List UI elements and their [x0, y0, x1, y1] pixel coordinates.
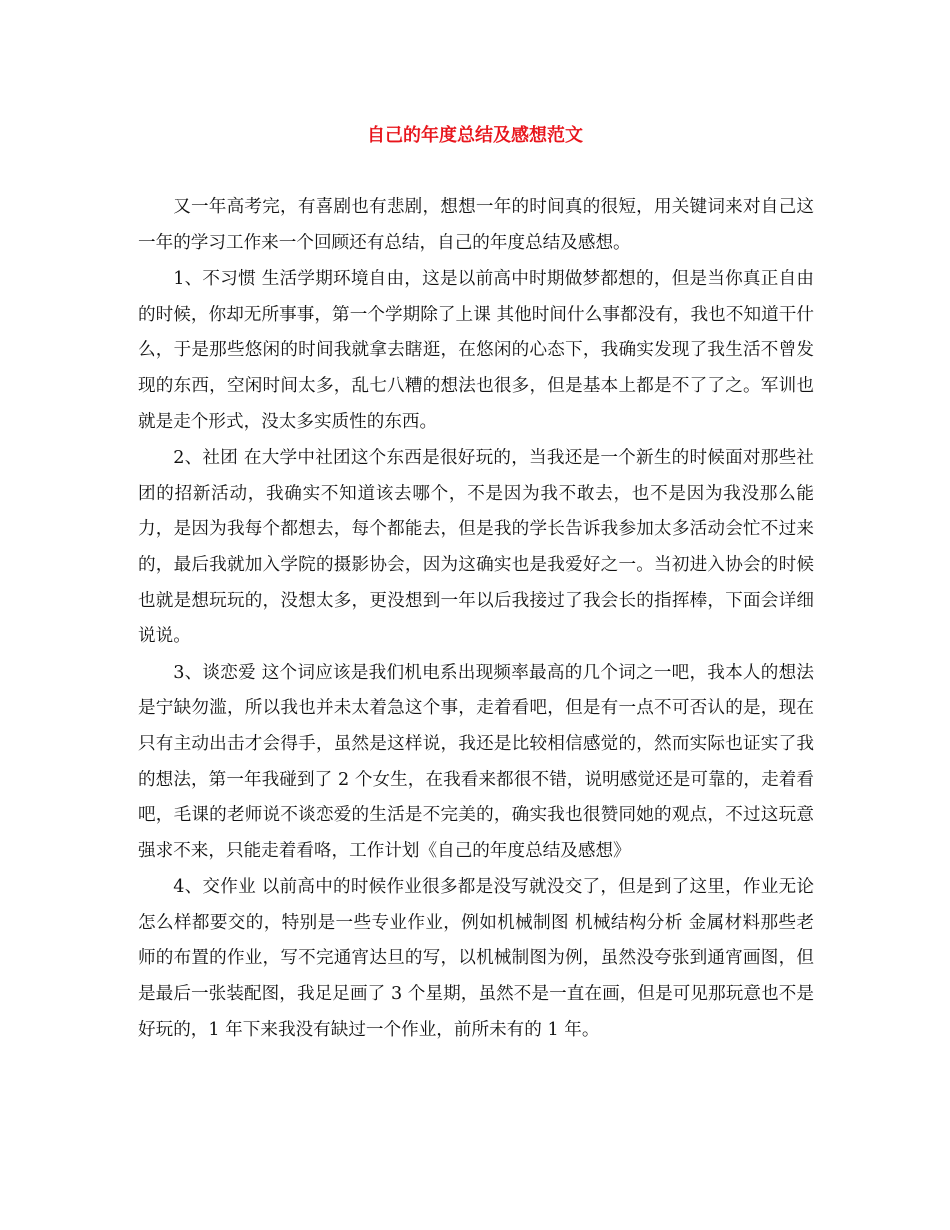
paragraph-intro: 又一年高考完，有喜剧也有悲剧，想想一年的时间真的很短，用关键词来对自己这一年的学习工作来一个回顾还有总结，自己的年度总结及感想。 [138, 197, 814, 253]
paragraph-4: 4、交作业 以前高中的时候作业很多都是没写就没交了，但是到了这里，作业无论怎么样都要交的，特别是一些专业作业，例如机械制图 机械结构分析 金属材料那些老师的布置的作业，写不完通宵达旦的写，以机械制图为例，虽然没夸张到通宵画图，但是最后一张装配图，我足足画了 3 个星期，虽然不是一直在画，但是可见那玩意也不是好玩的，1 年下来我没有缺过一个作业，前所未有的 1 年。 [138, 877, 814, 1040]
paragraph-3: 3、谈恋爱 这个词应该是我们机电系出现频率最高的几个词之一吧，我本人的想法是宁缺勿滥，所以我也并未太着急这个事，走着看吧，但是有一点不可否认的是，现在只有主动出击才会得手，虽然是这样说，我还是比较相信感觉的，然而实际也证实了我的想法，第一年我碰到了 2 个女生，在我看来都很不错，说明感觉还是可靠的，走着看吧，毛课的老师说不谈恋爱的生活是不完美的，确实我也很赞同她的观点，不过这玩意强求不来，只能走着看咯，工作计划《自己的年度总结及感想》 [138, 662, 814, 861]
paragraph-1: 1、不习惯 生活学期环境自由，这是以前高中时期做梦都想的，但是当你真正自由的时候，你却无所事事，第一个学期除了上课 其他时间什么事都没有，我也不知道干什么，于是那些悠闲的时间我就拿去瞎逛，在悠闲的心态下，我确实发现了我生活不曾发现的东西，空闲时间太多，乱七八糟的想法也很多，但是基本上都是不了了之。军训也就是走个形式，没太多实质性的东西。 [138, 269, 814, 432]
document-title: 自己的年度总结及感想范文 [367, 125, 583, 146]
document-body [138, 190, 814, 1048]
paragraph-2: 2、社团 在大学中社团这个东西是很好玩的，当我还是一个新生的时候面对那些社团的招新活动，我确实不知道该去哪个，不是因为我不敢去，也不是因为我没那么能力，是因为我每个都想去，每个都能去，但是我的学长告诉我参加太多活动会忙不过来的，最后我就加入学院的摄影协会，因为这确实也是我爱好之一。当初进入协会的时候也就是想玩玩的，没想太多，更没想到一年以后我接过了我会长的指挥棒，下面会详细说说。 [138, 448, 814, 647]
